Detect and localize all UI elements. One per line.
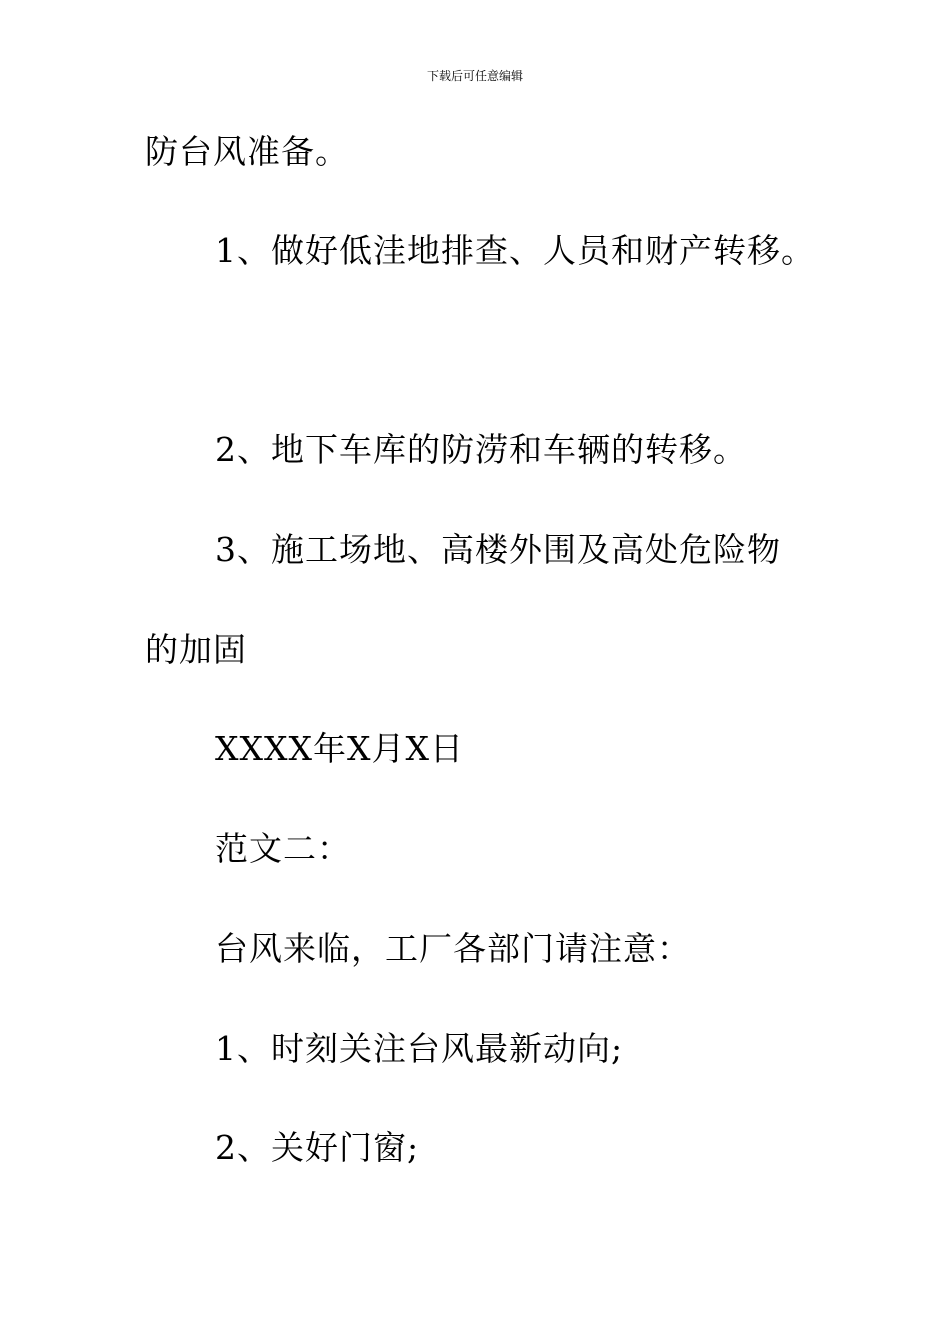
body-line: 2、关好门窗; xyxy=(215,1128,420,1167)
date-line: XXXX年X月X日 xyxy=(215,729,464,768)
body-line: 1、做好低洼地排查、人员和财产转移。 xyxy=(215,231,815,270)
body-line: 1、时刻关注台风最新动向; xyxy=(215,1029,624,1068)
body-line: 防台风准备。 xyxy=(145,132,349,171)
body-line: 的加固 xyxy=(145,630,247,669)
body-line: 3、施工场地、高楼外围及高处危险物 xyxy=(215,530,781,569)
page-header: 下载后可任意编辑 xyxy=(426,69,523,83)
body-line: 台风来临，工厂各部门请注意： xyxy=(215,929,691,968)
section-heading: 范文二： xyxy=(215,829,351,868)
body-line: 2、地下车库的防涝和车辆的转移。 xyxy=(215,430,747,469)
